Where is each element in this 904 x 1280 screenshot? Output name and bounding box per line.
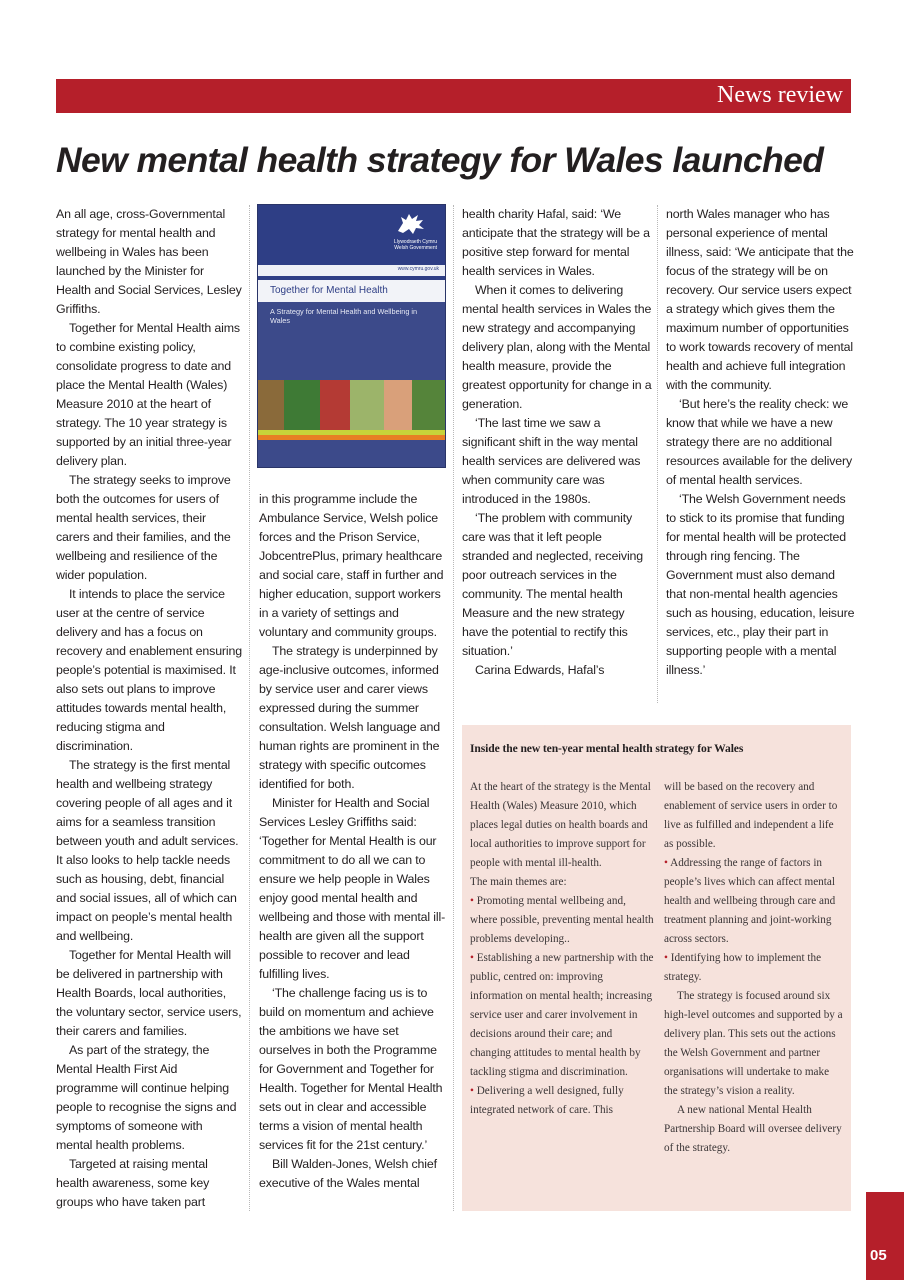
paragraph: Minister for Health and Social Services Lesley Griffiths said: ‘Together for Mental Health is our commitment to do all we can to ensure we help people in Wales enjoy good mental health and wellbeing and those with mental ill-health are given all the support possible to recover and lead fulfilling lives. — [259, 796, 446, 981]
sidebar-box-title: Inside the new ten-year mental health strategy for Wales — [470, 742, 744, 755]
gov-logo-text: Llywodraeth Cymru Welsh Government — [393, 239, 437, 251]
cover-photo — [384, 380, 412, 430]
paragraph: Together for Mental Health will be delivered in partnership with Health Boards, local authorities, the voluntary sector, service users, their carers and families. — [56, 948, 242, 1038]
paragraph: The strategy is underpinned by age-inclusive outcomes, informed by service user and carer views expressed during the summer consultation. Welsh language and human rights are prominent in the strategy with specific outcomes identified for both. — [259, 644, 440, 791]
paragraph: ‘The last time we saw a significant shift in the way mental health services are delivered was when community care was introduced in the 1980s. — [462, 416, 641, 506]
sidebar-themes-label: The main themes are: — [470, 876, 567, 888]
paragraph: Together for Mental Health aims to combine existing policy, consolidate progress to date and place the Mental Health (Wales) Measure 2010 at the heart of strategy. The 10 year strategy is supported by an initial three-year delivery plan. — [56, 321, 240, 468]
cover-photo — [284, 380, 320, 430]
sidebar-column-1 — [470, 778, 654, 1120]
article-column-1 — [56, 205, 242, 1212]
paragraph: Bill Walden-Jones, Welsh chief executive of the Wales mental — [259, 1157, 437, 1190]
cover-photo — [320, 380, 350, 430]
paragraph: health charity Hafal, said: ‘We anticipate that the strategy will be a positive step forward for mental health services in Wales. — [462, 207, 650, 278]
cover-url: www.cymru.gov.uk — [397, 266, 439, 272]
bullet-icon: • — [470, 895, 474, 907]
paragraph: An all age, cross-Governmental strategy for mental health and wellbeing in Wales has been launched by the Minister for Health and Social Services, Lesley Griffiths. — [56, 207, 242, 316]
cover-footer — [258, 440, 445, 467]
paragraph: As part of the strategy, the Mental Health First Aid programme will continue helping people to recognise the signs and symptoms of someone with mental health problems. — [56, 1043, 237, 1152]
report-cover-image — [257, 204, 446, 468]
paragraph: The strategy is the first mental health and wellbeing strategy covering people of all ages and it aims for a seamless transition between youth and adult services. It also looks to help tackle needs such as housing, debt, financial and social issues, all of which can impact on people’s mental health and wellbeing. — [56, 758, 239, 943]
sidebar-paragraph: A new national Mental Health Partnership Board will oversee delivery of the strategy. — [664, 1104, 842, 1154]
theme-bullet: • Addressing the range of factors in people’s lives which can affect mental health and wellbeing through care and treatment planning and joint-working across sectors. — [664, 857, 836, 945]
theme-bullet: • Identifying how to implement the strategy. — [664, 952, 822, 983]
theme-bullet: • Promoting mental wellbeing and, where possible, preventing mental health problems developing.. — [470, 895, 654, 945]
sidebar-column-2 — [664, 778, 844, 1158]
column-divider — [657, 205, 658, 703]
page-number-tab — [866, 1192, 904, 1280]
bullet-icon: • — [470, 952, 474, 964]
article-column-4 — [666, 205, 856, 680]
paragraph: Targeted at raising mental health awareness, some key groups who have taken part — [56, 1157, 210, 1209]
cover-photo — [350, 380, 384, 430]
sidebar-paragraph: The strategy is focused around six high-level outcomes and supported by a delivery plan. This sets out the actions the Welsh Government and partner organisations will undertake to make the strategy’s vision a reality. — [664, 990, 843, 1097]
cover-photo — [258, 380, 284, 430]
paragraph: ‘The challenge facing us is to build on momentum and achieve the ambitions we have set ourselves in both the Programme for Government and Together for Health. Together for Mental Health sets out in clear and accessible terms a vision of mental health services fit for the 21st century.’ — [259, 986, 443, 1152]
column-divider — [249, 205, 250, 1211]
cover-title: Together for Mental Health — [270, 285, 388, 296]
article-column-2 — [259, 490, 447, 1193]
sidebar-intro: At the heart of the strategy is the Mental Health (Wales) Measure 2010, which places legal duties on health boards and local authorities to improve support for people with mental ill-health. — [470, 781, 651, 869]
page-number: 05 — [870, 1247, 887, 1264]
welsh-dragon-logo-icon — [395, 211, 427, 237]
theme-bullet: • Delivering a well designed, fully integrated network of care. This — [470, 1085, 624, 1116]
paragraph: in this programme include the Ambulance Service, Welsh police forces and the Prison Service, JobcentrePlus, primary healthcare and social care, staff in further and higher education, support workers in a variety of settings and voluntary and community groups. — [259, 492, 444, 639]
paragraph: north Wales manager who has personal experience of mental illness, said: ‘We anticipate that the focus of the strategy will be on recovery. Our service users expect a strategy which gives them the maximum number of opportunities to work towards recovery of mental health and achieve full integration with the community. — [666, 207, 854, 392]
paragraph: It intends to place the service user at the centre of service delivery and has a focus on recovery and enablement ensuring people’s potential is maximised. It also sets out plans to improve attitudes towards mental health, reducing stigma and discrimination. — [56, 587, 242, 753]
paragraph: When it comes to delivering mental health services in Wales the new strategy and accompanying delivery plan, along with the Mental health measure, provide the greatest opportunity for change in a generation. — [462, 283, 652, 411]
section-label: News review — [717, 82, 843, 108]
paragraph: ‘The Welsh Government needs to stick to its promise that funding for mental health will be protected through ring fencing. The Government must also demand that non-mental health agencies such as housing, education, leisure services, etc., play their part in supporting people with a mental illness.’ — [666, 492, 855, 677]
headline: New mental health strategy for Wales launched — [56, 140, 824, 180]
bullet-icon: • — [664, 857, 668, 869]
paragraph: The strategy seeks to improve both the outcomes for users of mental health services, their carers and their families, and the wellbeing and resilience of the wider population. — [56, 473, 231, 582]
cover-subtitle: A Strategy for Mental Health and Wellbeing in Wales — [270, 307, 418, 325]
cover-photo — [412, 380, 445, 430]
article-column-3 — [462, 205, 652, 680]
cover-photo-strip — [258, 380, 445, 430]
column-divider — [453, 205, 454, 1211]
paragraph: ‘The problem with community care was that it left people stranded and neglected, receiving poor outreach services in the community. The mental health Measure and the new strategy have the potential to rectify this situation.’ — [462, 511, 644, 658]
theme-bullet: • Establishing a new partnership with the public, centred on: improving information on mental health; increasing service user and carer involvement in decisions around their care; and changing attitudes to mental health by tackling stigma and discrimination. — [470, 952, 654, 1078]
section-banner — [56, 79, 851, 113]
sidebar-continuation: will be based on the recovery and enablement of service users in order to live as fulfilled and independent a life as possible. — [664, 781, 838, 850]
paragraph: Carina Edwards, Hafal’s — [475, 663, 605, 677]
bullet-icon: • — [470, 1085, 474, 1097]
paragraph: ‘But here’s the reality check: we know that while we have a new strategy there are no additional resources available for the delivery of mental health services. — [666, 397, 853, 487]
bullet-icon: • — [664, 952, 668, 964]
